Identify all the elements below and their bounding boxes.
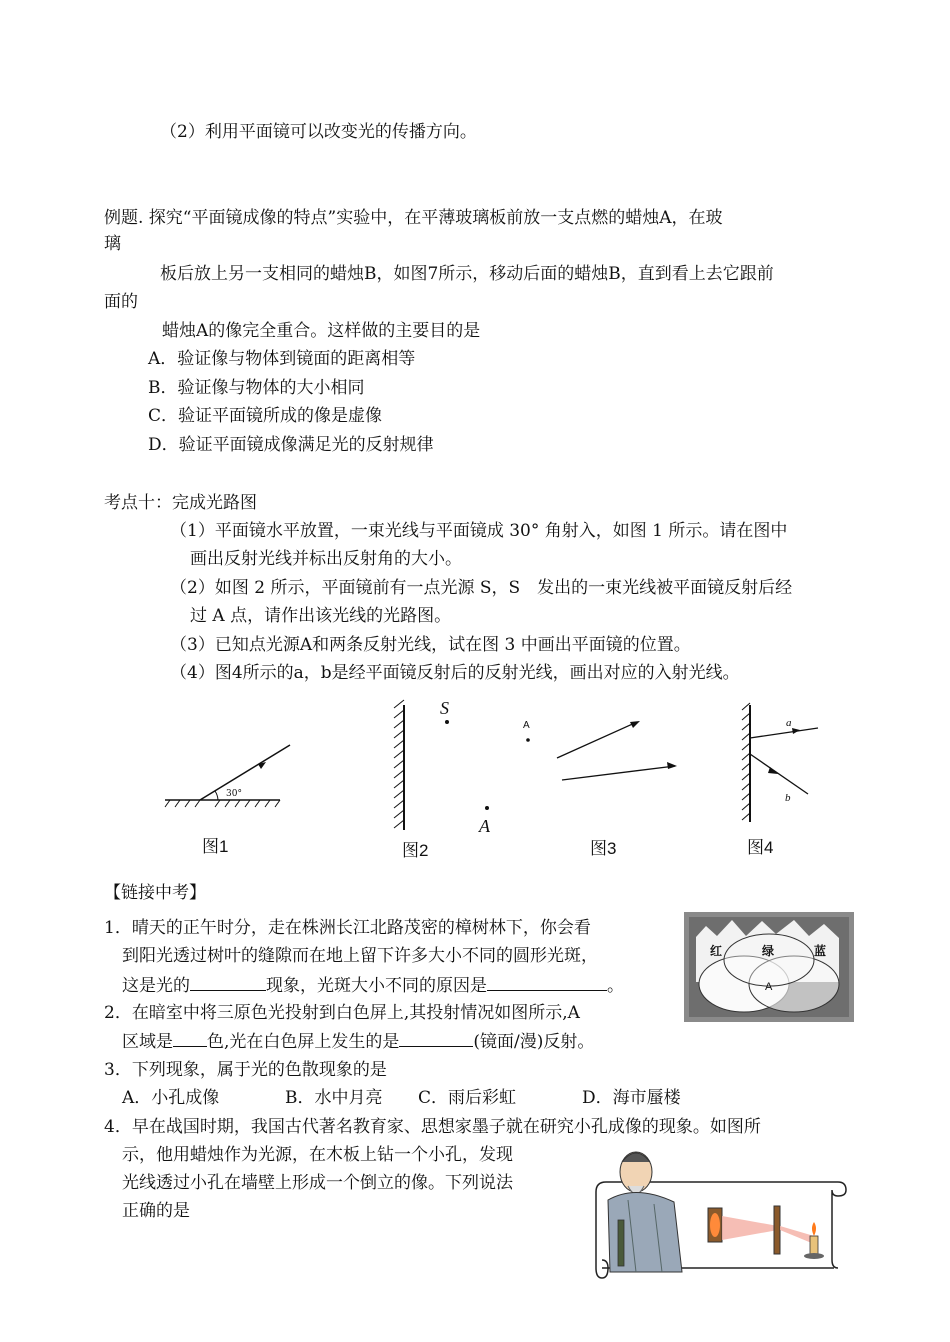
question-4: 光线透过小孔在墙壁上形成一个倒立的像。下列说法 — [122, 1173, 513, 1193]
question-2: 2．在暗室中将三原色光投射到白色屏上,其投射情况如图所示,A — [104, 1003, 580, 1023]
figure-2-caption: 图2 — [402, 841, 429, 860]
ray-b-label: b — [785, 792, 791, 804]
option-d: D．验证平面镜成像满足光的反射规律 — [148, 435, 434, 455]
option-a: A．验证像与物体到镜面的距离相等 — [148, 349, 416, 369]
mozi-illustration — [588, 1140, 850, 1282]
section-title: 考点十：完成光路图 — [104, 493, 257, 513]
answer-blank-2[interactable] — [487, 974, 607, 991]
q3-option-b: B．水中月亮 — [285, 1088, 383, 1108]
figure-1-caption: 图1 — [202, 837, 229, 856]
q1-text: 。 — [607, 976, 624, 996]
task-line: （1）平面镜水平放置，一束光线与平面镜成 30° 角射入，如图 1 所示。请在图中 — [170, 521, 788, 541]
q3-option-c: C．雨后彩虹 — [418, 1088, 517, 1108]
question-2-blanks — [122, 1030, 594, 1053]
question-4: 正确的是 — [122, 1201, 190, 1221]
blue-label: 蓝 — [814, 944, 827, 958]
angle-label: 30° — [226, 789, 242, 799]
task-line: （3）已知点光源A和两条反射光线，试在图 3 中画出平面镜的位置。 — [170, 635, 691, 655]
q3-option-a: A．小孔成像 — [122, 1088, 220, 1108]
example-line: 板后放上另一支相同的蜡烛B，如图7所示，移动后面的蜡烛B，直到看上去它跟前 — [160, 264, 774, 284]
answer-blank-1[interactable] — [190, 974, 266, 991]
point-s-label: S — [440, 698, 449, 718]
question-1: 到阳光透过树叶的缝隙而在地上留下许多大小不同的圆形光斑， — [122, 946, 598, 966]
example-line: 蜡烛A的像完全重合。这样做的主要目的是 — [162, 321, 481, 341]
question-1: 1．晴天的正午时分，走在株洲长江北路茂密的樟树林下，你会看 — [104, 918, 591, 938]
question-4: 4．早在战国时期，我国古代著名教育家、思想家墨子就在研究小孔成像的现象。如图所 — [104, 1117, 761, 1137]
point-a-label: A — [523, 720, 530, 731]
q2-text: (镜面/漫)反射。 — [473, 1032, 595, 1052]
q3-option-d: D．海市蜃楼 — [582, 1088, 681, 1108]
question-4: 示，他用蜡烛作为光源，在木板上钻一个小孔，发现 — [122, 1145, 513, 1165]
question-3: 3．下列现象，属于光的色散现象的是 — [104, 1060, 387, 1080]
figure-2 — [390, 700, 500, 835]
point-a-label: A — [479, 816, 490, 836]
question-1-blanks — [122, 974, 624, 997]
figure-3 — [515, 710, 690, 790]
q2-text: 区域是 — [122, 1032, 173, 1052]
color-mixing-image — [684, 912, 854, 1022]
answer-blank-3[interactable] — [173, 1030, 207, 1047]
task-line: 画出反射光线并标出反射角的大小。 — [190, 549, 462, 569]
section-title: 【链接中考】 — [104, 883, 206, 903]
example-line: 面的 — [104, 292, 138, 312]
figure-3-caption: 图3 — [590, 839, 617, 858]
option-b: B．验证像与物体的大小相同 — [148, 378, 365, 398]
figure-4 — [730, 700, 840, 830]
q2-text: 色,光在白色屏上发生的是 — [207, 1032, 400, 1052]
example-line: 璃 — [104, 234, 121, 254]
option-c: C．验证平面镜所成的像是虚像 — [148, 406, 383, 426]
point-a — [485, 806, 489, 810]
figure-1 — [160, 740, 290, 810]
point-a — [526, 738, 530, 742]
q1-text: 现象，光斑大小不同的原因是 — [266, 976, 487, 996]
area-a-label: A — [765, 981, 773, 993]
q1-text: 这是光的 — [122, 976, 190, 996]
text-line: （2）利用平面镜可以改变光的传播方向。 — [160, 122, 477, 142]
task-line: （2）如图 2 所示，平面镜前有一点光源 S，S 发出的一束光线被平面镜反射后经 — [170, 578, 793, 598]
red-label: 红 — [710, 944, 723, 958]
task-line: 过 A 点，请作出该光线的光路图。 — [190, 606, 452, 626]
answer-blank-4[interactable] — [399, 1030, 473, 1047]
point-s — [445, 720, 449, 724]
green-label: 绿 — [762, 944, 775, 958]
figure-4-caption: 图4 — [747, 838, 774, 857]
example-line: 例题. 探究“平面镜成像的特点”实验中，在平薄玻璃板前放一支点燃的蜡烛A，在玻 — [104, 208, 723, 228]
task-line: （4）图4所示的a，b是经平面镜反射后的反射光线，画出对应的入射光线。 — [170, 663, 740, 683]
ray-a-label: a — [786, 717, 792, 729]
